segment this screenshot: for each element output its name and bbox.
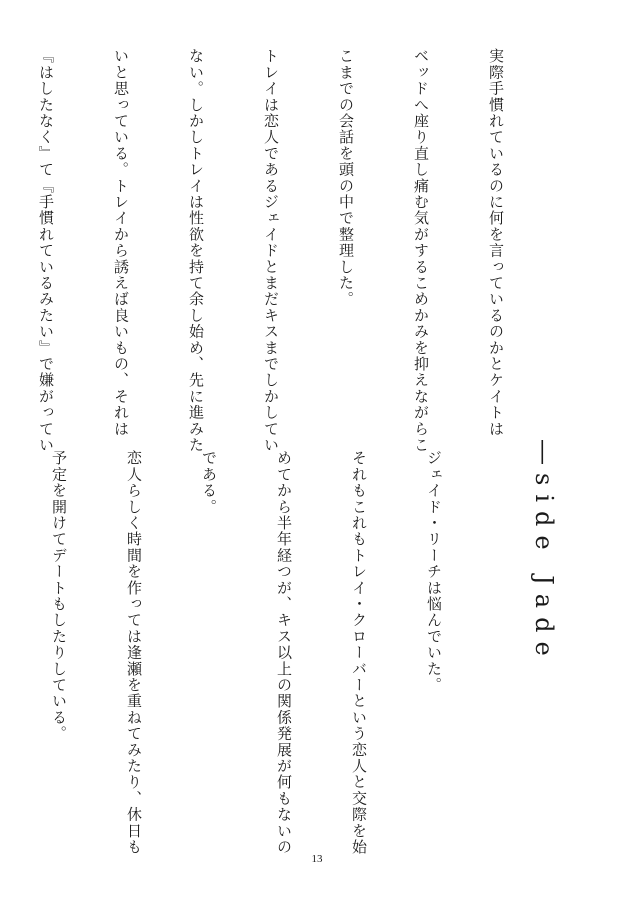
upper-text-block	[0, 48, 558, 453]
text-line: トレイは恋人であるジェイドとまだキスまでしかしてい	[262, 48, 280, 453]
text-line: ジェイド・リーチは悩んでいた。	[425, 450, 443, 693]
text-line: 実際手慣れているのに何を言っているのかとケイトは	[487, 48, 505, 437]
text-line: 『はしたなく』て『手慣れているみたい』で嫌がってい	[37, 48, 55, 453]
text-line: 予定を開けてデートもしたりしている。	[50, 450, 68, 742]
text-line: 恋人らしく時間を作っては逢瀬を重ねてみたり、休日も	[125, 450, 143, 855]
text-line: それもこれもトレイ・クローバーという恋人と交際を始	[350, 450, 368, 855]
page-number: 13	[311, 853, 323, 865]
text-line: こまでの会話を頭の中で整理した。	[337, 48, 355, 308]
lower-text-block	[0, 450, 496, 855]
text-line: めてから半年経つが、キス以上の関係発展が何もないの	[275, 450, 293, 855]
text-line: いと思っている。トレイから誘えば良いもの、それは	[112, 48, 130, 437]
text-line: ない。しかしトレイは性欲を持て余し始め、先に進みた	[187, 48, 205, 453]
text-line: ベッドへ座り直し痛む気がするこめかみを抑えながらこ	[412, 48, 430, 453]
section-heading: ―side Jade	[530, 440, 558, 665]
text-line: である。	[200, 450, 218, 515]
